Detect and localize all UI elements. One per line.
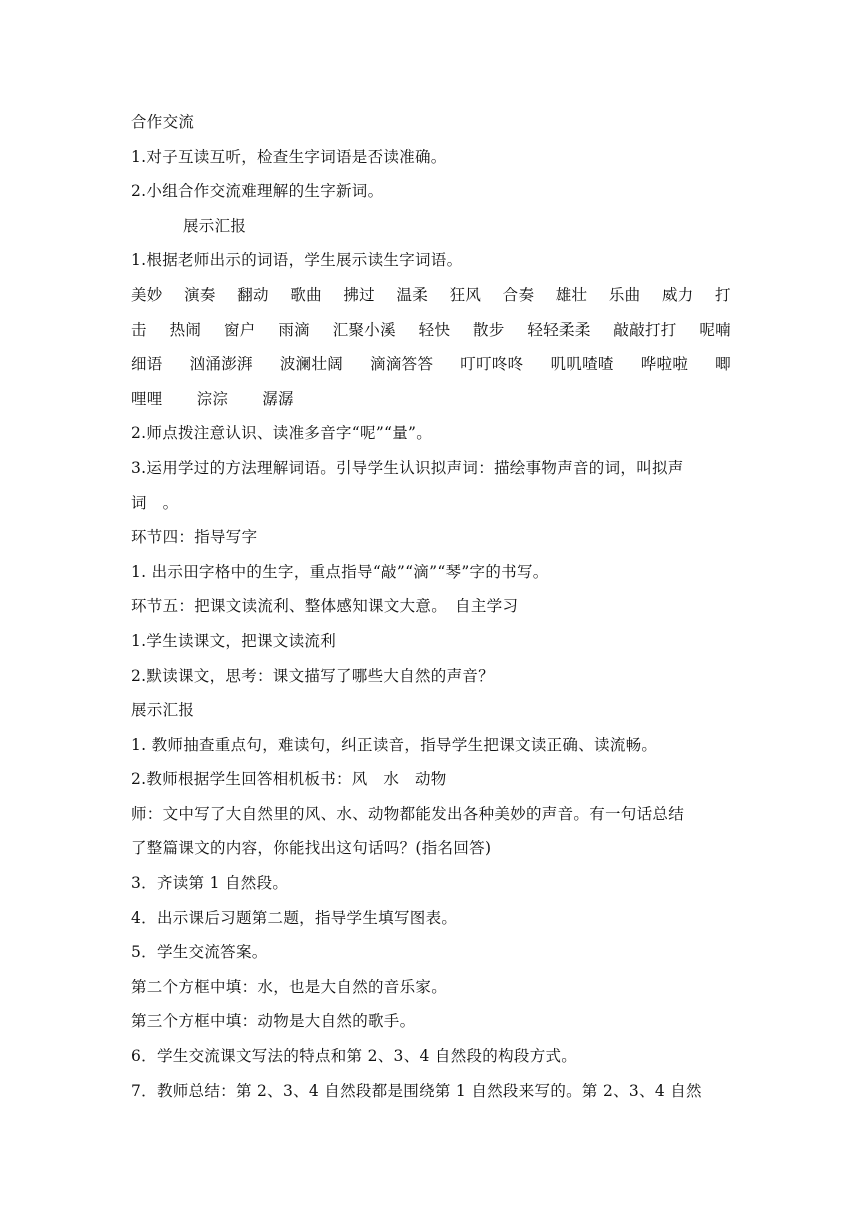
paragraph: 4．出示课后习题第二题，指导学生填写图表。 [131,908,458,927]
paragraph: 7．教师总结：第 2、3、4 自然段都是围绕第 1 自然段来写的。第 2、3、4 自然 [131,1081,702,1100]
vocab-word: 合奏 [502,285,535,304]
vocab-word: 叽叽喳喳 [550,355,614,374]
vocab-word: 演奏 [184,285,216,304]
paragraph: 词 。 [131,493,179,512]
section-heading-5: 环节五：把课文读流利、整体感知课文大意。 自主学习 [131,597,519,616]
paragraph: 2.教师根据学生回答相机板书：风 水 动物 [131,770,447,789]
vocab-word: 窗户 [223,320,256,339]
paragraph: 2.默读课文，思考：课文描写了哪些大自然的声音？ [131,666,494,685]
heading-presentation: 展示汇报 [183,216,247,235]
vocab-word: 汇聚小溪 [332,320,396,339]
vocab-row-2 [131,317,731,343]
vocab-word: 潺潺 [262,389,294,408]
heading-cooperation: 合作交流 [131,113,195,131]
vocab-word: 敲敲打打 [613,320,677,339]
paragraph: 1. 教师抽查重点句，难读句，纠正读音，指导学生把课文读正确、读流畅。 [131,735,658,754]
paragraph: 1.学生读课文，把课文读流利 [131,631,336,650]
vocab-word: 淙淙 [196,389,229,408]
vocab-word: 热闹 [169,320,202,339]
vocab-word: 乐曲 [608,285,641,304]
vocab-word: 叮叮咚咚 [460,355,524,374]
paragraph: 2.师点拨注意认识、读准多音字“呢”“量”。 [131,424,433,443]
paragraph: 6．学生交流课文写法的特点和第 2、3、4 自然段的构段方式。 [131,1047,578,1066]
vocab-word: 拂过 [343,285,375,304]
paragraph: 1.对子互读互听，检查生字词语是否读准确。 [131,147,447,166]
paragraph: 第三个方框中填：动物是大自然的歌手。 [131,1012,416,1031]
vocab-word: 雄壮 [555,285,588,304]
vocab-word: 滴滴答答 [370,355,434,374]
heading-presentation-2: 展示汇报 [131,701,195,720]
vocab-word: 唧 [715,355,731,374]
vocab-word: 狂风 [449,285,482,304]
paragraph: 第二个方框中填：水，也是大自然的音乐家。 [131,977,448,996]
vocab-word: 波澜壮阔 [279,355,344,374]
vocab-word: 轻轻柔柔 [527,320,591,339]
vocab-word: 温柔 [396,285,429,304]
vocab-word: 击 [131,320,147,339]
vocab-word: 打 [715,285,731,304]
document-page [131,109,731,1112]
vocab-word: 轻快 [418,320,451,339]
paragraph: 了整篇课文的内容，你能找出这句话吗？(指名回答) [131,839,492,858]
paragraph: 5．学生交流答案。 [131,943,268,962]
vocab-word: 歌曲 [290,285,322,304]
vocab-word: 汹涌澎湃 [189,355,253,374]
vocab-word: 哗啦啦 [640,355,689,374]
vocab-row-3 [131,351,731,377]
paragraph: 1.根据老师出示的词语，学生展示读生字词语。 [131,251,463,270]
vocab-word: 雨滴 [278,320,310,339]
vocab-word: 威力 [661,285,694,304]
vocab-word: 呢喃 [699,320,731,339]
vocab-word: 美妙 [131,285,163,304]
paragraph: 3.运用学过的方法理解词语。引导学生认识拟声词：描绘事物声音的词，叫拟声 [131,458,684,477]
vocab-word: 散步 [473,320,505,339]
vocab-word: 翻动 [237,285,269,304]
paragraph: 2.小组合作交流难理解的生字新词。 [131,182,384,201]
vocab-row-1 [131,282,731,308]
paragraph: 师：文中写了大自然里的风、水、动物都能发出各种美妙的声音。有一句话总结 [131,804,685,823]
vocab-word: 哩哩 [131,389,163,408]
vocab-word: 细语 [131,355,163,374]
vocab-row-4 [131,386,731,412]
paragraph: 1. 出示田字格中的生字，重点指导“敲”“滴”“琴”字的书写。 [131,562,549,581]
paragraph: 3．齐读第 1 自然段。 [131,874,289,893]
section-heading-4: 环节四：指导写字 [131,528,258,547]
